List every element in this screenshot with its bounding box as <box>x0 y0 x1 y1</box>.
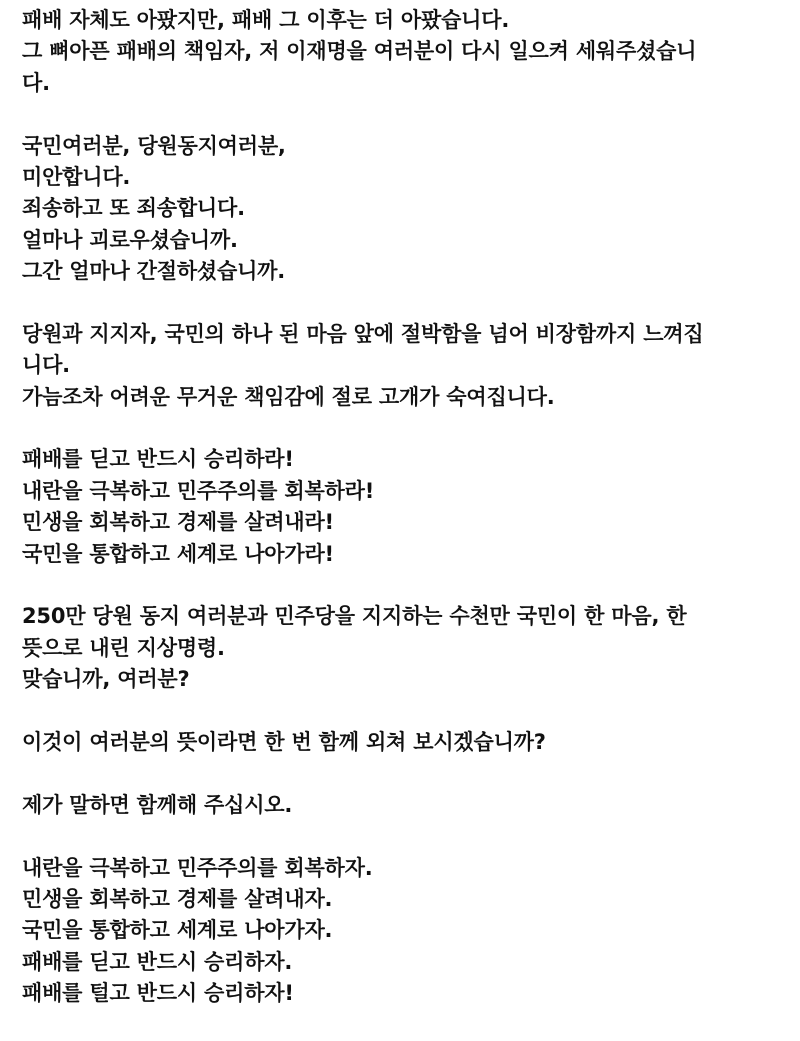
text-line: 당원과 지지자, 국민의 하나 된 마음 앞에 절박함을 넘어 비장함까지 느껴집 <box>22 321 704 346</box>
text-line: 뜻으로 내린 지상명령. <box>22 635 225 660</box>
paragraph-spacer <box>22 570 792 601</box>
text-line: 국민을 통합하고 세계로 나아가라! <box>22 541 334 566</box>
paragraph-commands <box>22 444 792 570</box>
paragraph-defeat <box>22 5 792 99</box>
text-line: 민생을 회복하고 경제를 살려내라! <box>22 510 334 535</box>
text-line: 니다. <box>22 353 70 378</box>
text-line: 국민을 통합하고 세계로 나아가자. <box>22 918 333 943</box>
paragraph-pledges <box>22 853 792 1010</box>
paragraph-responsibility <box>22 319 792 413</box>
paragraph-request <box>22 790 792 821</box>
text-line: 국민여러분, 당원동지여러분, <box>22 133 286 158</box>
paragraph-spacer <box>22 821 792 852</box>
text-line: 맞습니까, 여러분? <box>22 667 190 692</box>
paragraph-mandate <box>22 601 792 695</box>
paragraph-apology <box>22 131 792 288</box>
text-line: 내란을 극복하고 민주주의를 회복하라! <box>22 478 375 503</box>
text-line: 이것이 여러분의 뜻이라면 한 번 함께 외쳐 보시겠습니까? <box>22 729 546 754</box>
text-line: 패배를 딛고 반드시 승리하라! <box>22 447 294 472</box>
text-line: 패배를 털고 반드시 승리하자! <box>22 981 294 1006</box>
text-line: 패배를 딛고 반드시 승리하자. <box>22 949 293 974</box>
text-line: 그 뼈아픈 패배의 책임자, 저 이재명을 여러분이 다시 일으켜 세워주셨습니 <box>22 39 697 64</box>
text-line: 250만 당원 동지 여러분과 민주당을 지지하는 수천만 국민이 한 마음, 한 <box>22 604 687 629</box>
text-line: 제가 말하면 함께해 주십시오. <box>22 792 293 817</box>
speech-text <box>22 0 792 1010</box>
paragraph-spacer <box>22 288 792 319</box>
text-line: 내란을 극복하고 민주주의를 회복하자. <box>22 855 373 880</box>
text-line: 패배 자체도 아팠지만, 패배 그 이후는 더 아팠습니다. <box>22 8 510 32</box>
text-line: 죄송하고 또 죄송합니다. <box>22 196 245 221</box>
paragraph-spacer <box>22 696 792 727</box>
text-line: 가늠조차 어려운 무거운 책임감에 절로 고개가 숙여집니다. <box>22 384 555 409</box>
text-line: 얼마나 괴로우셨습니까. <box>22 227 238 252</box>
paragraph-spacer <box>22 99 792 130</box>
paragraph-spacer <box>22 413 792 444</box>
text-line: 미안합니다. <box>22 164 131 189</box>
text-line: 그간 얼마나 간절하셨습니까. <box>22 259 286 284</box>
paragraph-spacer <box>22 758 792 789</box>
text-line: 민생을 회복하고 경제를 살려내자. <box>22 886 333 911</box>
paragraph-invitation <box>22 727 792 758</box>
text-line: 다. <box>22 70 50 95</box>
